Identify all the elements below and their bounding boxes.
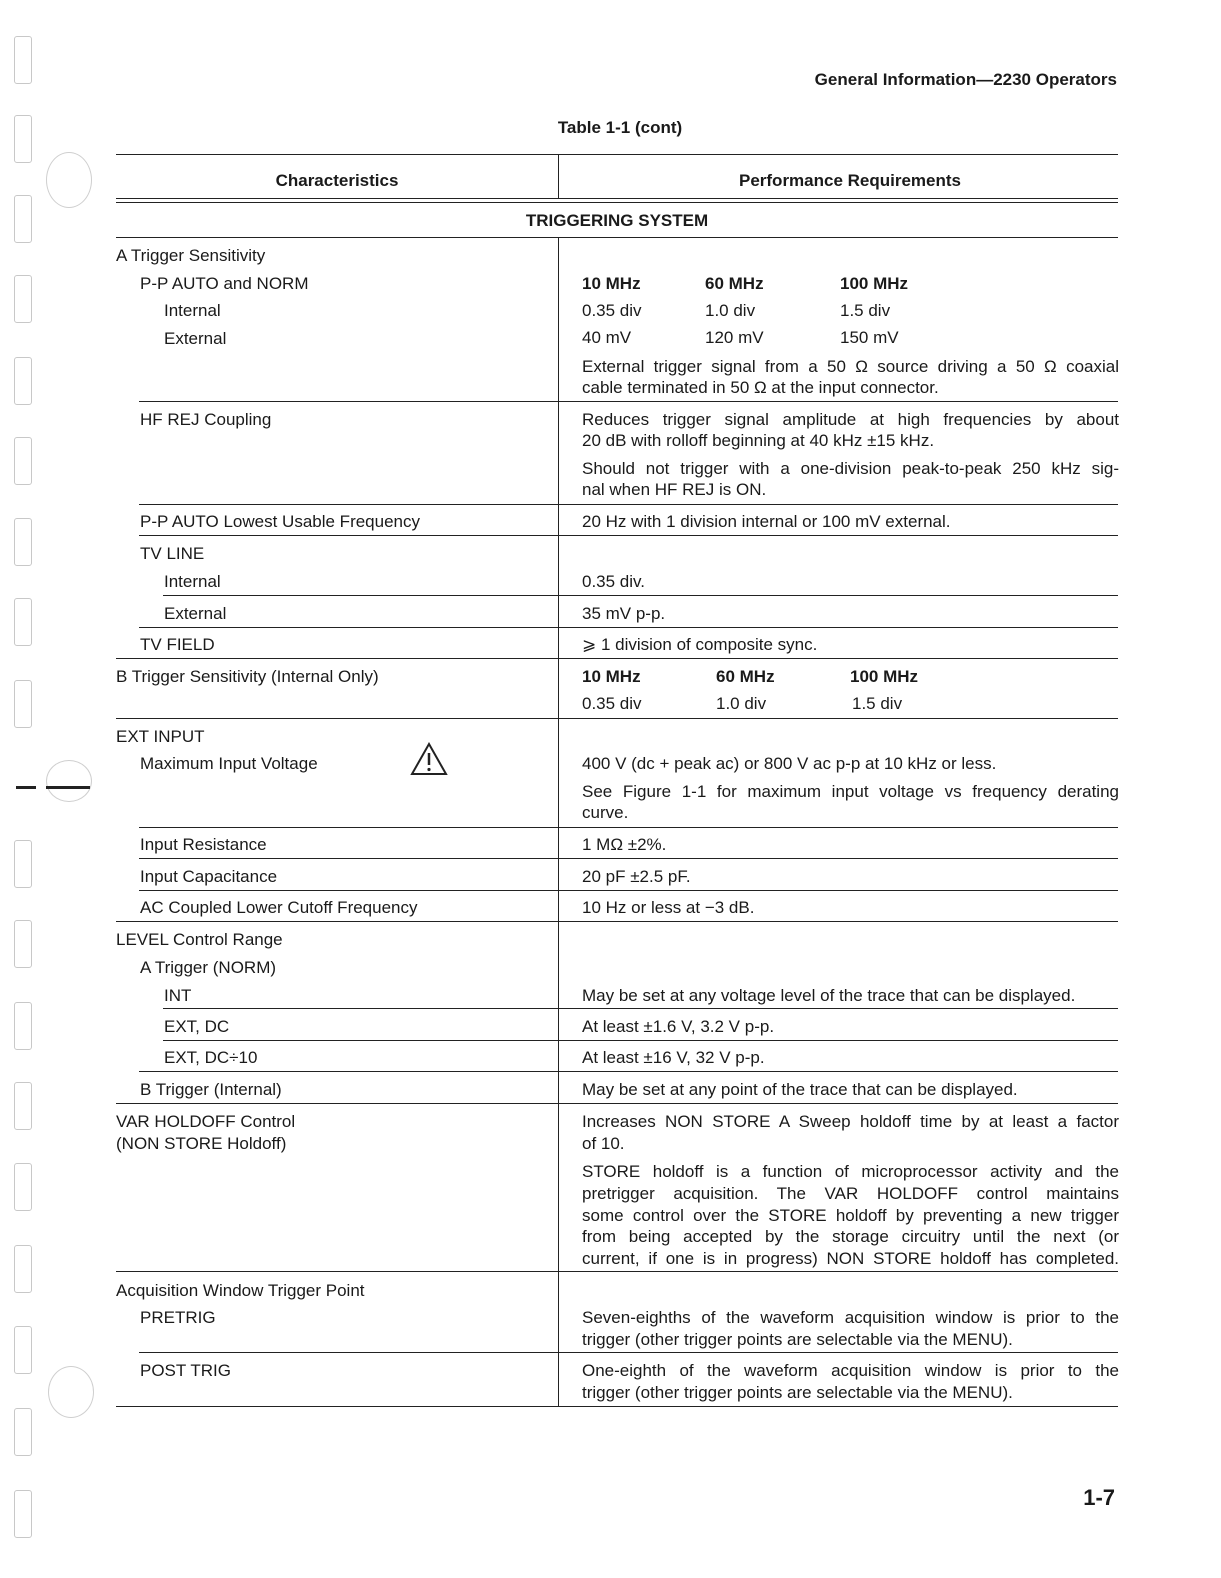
a-external-note-line1: External trigger signal from a 50 Ω source driving a 50 Ω coaxial	[582, 357, 1119, 376]
derating-note-line1: See Figure 1-1 for maximum input voltage vs frequency derating	[582, 782, 1119, 801]
column-header-performance: Performance Requirements	[738, 171, 962, 190]
input-capacitance-value: 20 pF ±2.5 pF.	[582, 867, 691, 886]
tv-line-label: TV LINE	[140, 544, 205, 563]
column-header-characteristics: Characteristics	[275, 171, 399, 190]
pp-lowest-label: P-P AUTO Lowest Usable Frequency	[140, 512, 421, 531]
max-voltage-label: Maximum Input Voltage	[140, 754, 318, 773]
level-ext-dc-value: At least ±1.6 V, 3.2 V p-p.	[582, 1017, 775, 1036]
b-trigger-internal-label: B Trigger (Internal)	[140, 1080, 282, 1099]
hf-rej-label: HF REJ Coupling	[140, 410, 272, 429]
input-capacitance-label: Input Capacitance	[140, 867, 278, 886]
b-val-10: 0.35 div	[582, 694, 642, 713]
warning-triangle-icon	[410, 742, 448, 776]
level-ext-dc10-value: At least ±16 V, 32 V p-p.	[582, 1048, 765, 1067]
level-int-label: INT	[164, 986, 192, 1005]
pretrig-label: PRETRIG	[140, 1308, 216, 1327]
a-internal-60: 1.0 div	[705, 301, 756, 320]
ac-cutoff-label: AC Coupled Lower Cutoff Frequency	[140, 898, 418, 917]
b-freq-60mhz: 60 MHz	[716, 667, 775, 686]
a-internal-10: 0.35 div	[582, 301, 642, 320]
var-holdoff-sublabel: (NON STORE Holdoff)	[116, 1134, 287, 1153]
store-holdoff-line1: STORE holdoff is a function of microprocessor activity and the	[582, 1162, 1119, 1181]
input-resistance-label: Input Resistance	[140, 835, 267, 854]
a-freq-60mhz: 60 MHz	[705, 274, 764, 293]
b-val-60: 1.0 div	[716, 694, 767, 713]
post-trig-line1: One-eighth of the waveform acquisition window is prior to the	[582, 1361, 1119, 1380]
ac-cutoff-value: 10 Hz or less at −3 dB.	[582, 898, 755, 917]
table-title: Table 1-1 (cont)	[557, 118, 683, 137]
level-ext-dc-label: EXT, DC	[164, 1017, 230, 1036]
derating-note-line2: curve.	[582, 803, 629, 822]
a-external-label: External	[164, 329, 227, 348]
tv-field-value: ⩾ 1 division of composite sync.	[582, 635, 818, 654]
tv-line-external-label: External	[164, 604, 227, 623]
b-freq-10mhz: 10 MHz	[582, 667, 641, 686]
hf-rej-p1-line2: 20 dB with rolloff beginning at 40 kHz ±15 kHz.	[582, 431, 935, 450]
var-holdoff-p1-line1: Increases NON STORE A Sweep holdoff time by at least a factor	[582, 1112, 1119, 1131]
tv-line-external-value: 35 mV p-p.	[582, 604, 666, 623]
a-internal-label: Internal	[164, 301, 221, 320]
pp-auto-norm-label: P-P AUTO and NORM	[140, 274, 309, 293]
input-resistance-value: 1 MΩ ±2%.	[582, 835, 667, 854]
store-holdoff-line3: some control over the STORE holdoff by preventing a new trigger	[582, 1206, 1119, 1225]
a-freq-100mhz: 100 MHz	[840, 274, 909, 293]
a-trigger-sensitivity-label: A Trigger Sensitivity	[116, 246, 266, 265]
level-range-label: LEVEL Control Range	[116, 930, 283, 949]
section-triggering-system: TRIGGERING SYSTEM	[525, 211, 709, 230]
var-holdoff-p1-line2: of 10.	[582, 1134, 625, 1153]
post-trig-line2: trigger (other trigger points are selectable via the MENU).	[582, 1383, 1013, 1402]
ext-input-label: EXT INPUT	[116, 727, 205, 746]
hf-rej-p2-line1: Should not trigger with a one-division peak-to-peak 250 kHz sig-	[582, 459, 1119, 478]
b-trigger-internal-value: May be set at any point of the trace that can be displayed.	[582, 1080, 1018, 1099]
a-internal-100: 1.5 div	[840, 301, 891, 320]
a-external-10: 40 mV	[582, 328, 632, 347]
store-holdoff-line4: from being accepted by the storage circuitry until the next (or	[582, 1227, 1119, 1246]
b-freq-100mhz: 100 MHz	[850, 667, 919, 686]
level-int-value: May be set at any voltage level of the trace that can be displayed.	[582, 986, 1076, 1005]
pretrig-line2: trigger (other trigger points are selectable via the MENU).	[582, 1330, 1013, 1349]
hf-rej-p2-line2: nal when HF REJ is ON.	[582, 480, 767, 499]
var-holdoff-label: VAR HOLDOFF Control	[116, 1112, 296, 1131]
a-external-100: 150 mV	[840, 328, 899, 347]
pretrig-line1: Seven-eighths of the waveform acquisition window is prior to the	[582, 1308, 1119, 1327]
post-trig-label: POST TRIG	[140, 1361, 232, 1380]
max-voltage-value: 400 V (dc + peak ac) or 800 V ac p-p at 10 kHz or less.	[582, 754, 997, 773]
a-trigger-norm-label: A Trigger (NORM)	[140, 958, 277, 977]
b-trigger-label: B Trigger Sensitivity (Internal Only)	[116, 667, 379, 686]
a-external-note-line2: cable terminated in 50 Ω at the input connector.	[582, 378, 939, 397]
tv-line-internal-label: Internal	[164, 572, 221, 591]
pp-lowest-value: 20 Hz with 1 division internal or 100 mV external.	[582, 512, 951, 531]
b-val-100: 1.5 div	[852, 694, 903, 713]
acq-window-label: Acquisition Window Trigger Point	[116, 1281, 365, 1300]
a-freq-10mhz: 10 MHz	[582, 274, 641, 293]
a-external-60: 120 mV	[705, 328, 764, 347]
page-number: 1-7	[1083, 1485, 1115, 1510]
store-holdoff-line2: pretrigger acquisition. The VAR HOLDOFF control maintains	[582, 1184, 1119, 1203]
tv-field-label: TV FIELD	[140, 635, 215, 654]
store-holdoff-line5: current, if one is in progress) NON STORE holdoff has completed.	[582, 1249, 1119, 1268]
tv-line-internal-value: 0.35 div.	[582, 572, 646, 591]
level-ext-dc10-label: EXT, DC÷10	[164, 1048, 258, 1067]
running-title: General Information—2230 Operators	[814, 70, 1117, 89]
hf-rej-p1-line1: Reduces trigger signal amplitude at high frequencies by about	[582, 410, 1119, 429]
